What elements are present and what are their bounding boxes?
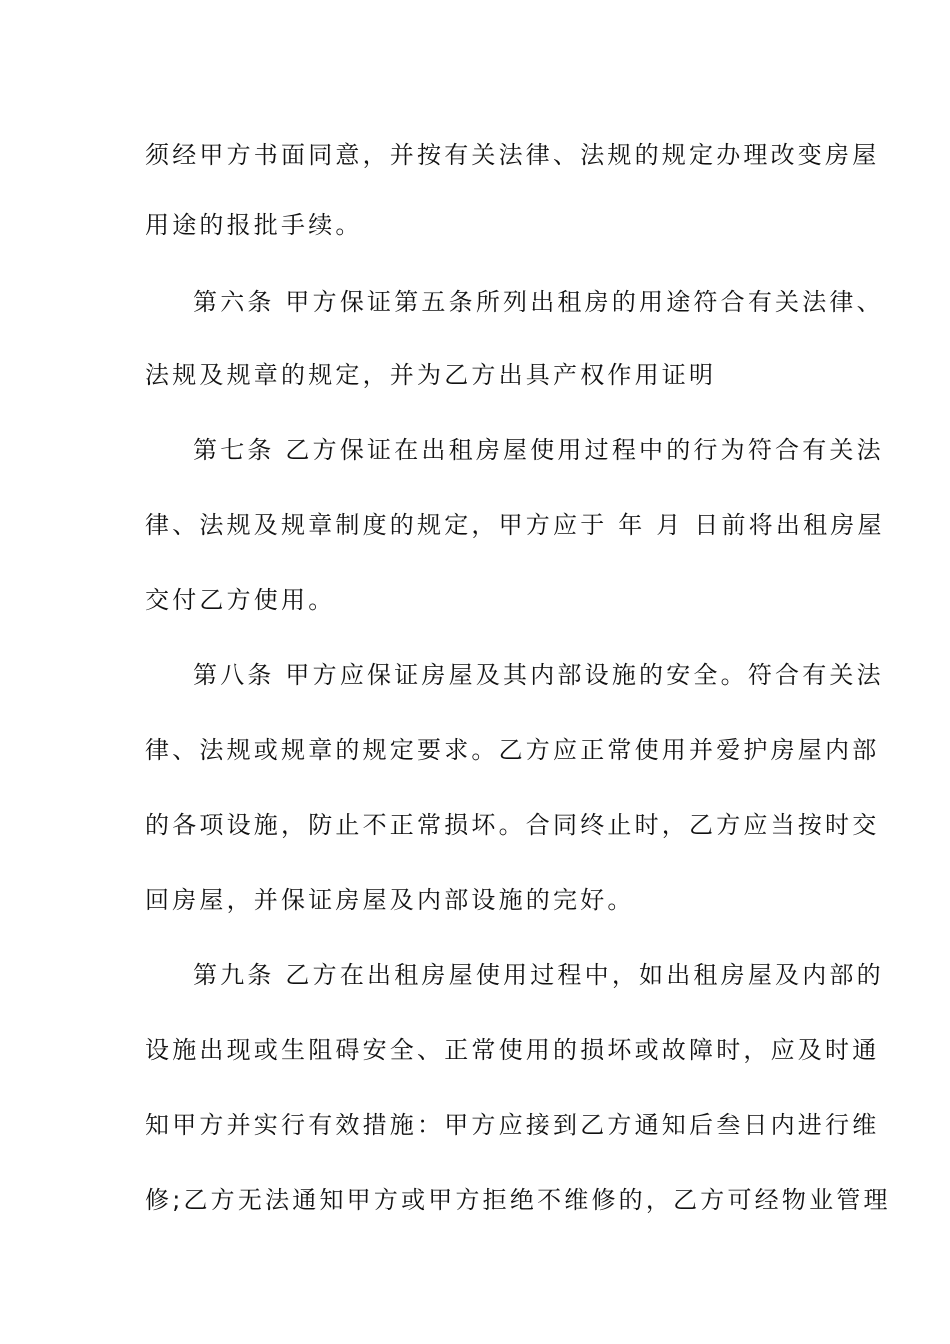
- text-line: 律、法规及规章制度的规定，甲方应于 年 月 日前将出租房屋: [145, 511, 885, 539]
- text-line: 律、法规或规章的规定要求。乙方应正常使用并爱护房屋内部: [145, 736, 880, 764]
- paragraph-start-article-6: 第六条 甲方保证第五条所列出租房的用途符合有关法律、: [193, 288, 884, 316]
- text-line: 知甲方并实行有效措施：甲方应接到乙方通知后叁日内进行维: [145, 1111, 880, 1139]
- paragraph-start-article-8: 第八条 甲方应保证房屋及其内部设施的安全。符合有关法: [193, 661, 884, 689]
- text-line: 交付乙方使用。: [145, 586, 336, 614]
- paragraph-start-article-7: 第七条 乙方保证在出租房屋使用过程中的行为符合有关法: [193, 436, 884, 464]
- text-line: 修;乙方无法通知甲方或甲方拒绝不维修的，乙方可经物业管理: [145, 1186, 891, 1214]
- text-line: 回房屋，并保证房屋及内部设施的完好。: [145, 886, 635, 914]
- text-line: 须经甲方书面同意，并按有关法律、法规的规定办理改变房屋: [145, 141, 880, 169]
- text-line: 设施出现或生阻碍安全、正常使用的损坏或故障时，应及时通: [145, 1036, 880, 1064]
- paragraph-start-article-9: 第九条 乙方在出租房屋使用过程中，如出租房屋及内部的: [193, 961, 884, 989]
- text-line: 用途的报批手续。: [145, 211, 363, 239]
- text-line: 法规及规章的规定，并为乙方出具产权作用证明: [145, 361, 717, 389]
- text-line: 的各项设施，防止不正常损坏。合同终止时，乙方应当按时交: [145, 811, 880, 839]
